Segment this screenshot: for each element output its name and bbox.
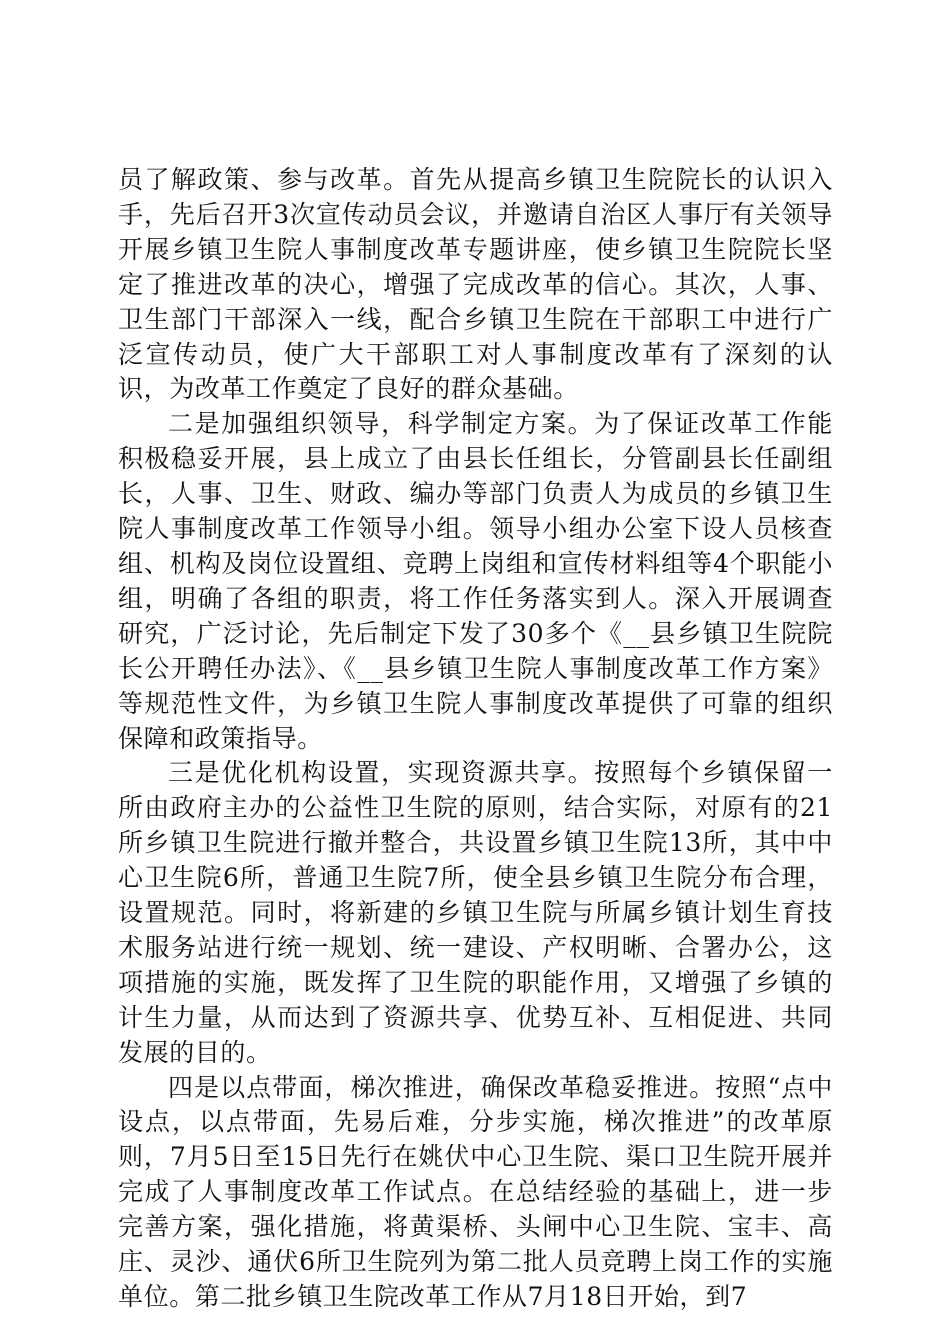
paragraph-organization-leadership: 二是加强组织领导，科学制定方案。为了保证改革工作能积极稳妥开展，县上成立了由县长任组长，分管副县长任副组长，人事、卫生、财政、编办等部门负责人为成员的乡镇卫生院人事制度改革工作领导小组。领导小组办公室下设人员核查组、机构及岗位设置组、竞聘上岗组和宣传材料组等4个职能小组，明确了各组的职责，将工作任务落实到人。深入开展调查研究，广泛讨论，先后制定下发了30多个《__县乡镇卫生院院长公开聘任办法》、《__县乡镇卫生院人事制度改革工作方案》等规范性文件，为乡镇卫生院人事制度改革提供了可靠的组织保障和政策指导。	[118, 409, 833, 753]
paragraph-institution-setup: 三是优化机构设置，实现资源共享。按照每个乡镇保留一所由政府主办的公益性卫生院的原则，结合实际，对原有的21所乡镇卫生院进行撤并整合，共设置乡镇卫生院13所，其中中心卫生院6所，普通卫生院7所，使全县乡镇卫生院分布合理，设置规范。同时，将新建的乡镇卫生院与所属乡镇计划生育技术服务站进行统一规划、统一建设、产权明晰、合署办公，这项措施的实施，既发挥了卫生院的职能作用，又增强了乡镇的计生力量，从而达到了资源共享、优势互补、互相促进、共同发展的目的。	[118, 758, 833, 1067]
paragraph-pilot-rollout: 四是以点带面，梯次推进，确保改革稳妥推进。按照“点中设点，以点带面，先易后难，分步实施，梯次推进”的改革原则，7月5日至15日先行在姚伏中心卫生院、渠口卫生院开展并完成了人事制度改革工作试点。在总结经验的基础上，进一步完善方案，强化措施，将黄渠桥、头闸中心卫生院、宝丰、高庄、灵沙、通伏6所卫生院列为第二批人员竞聘上岗工作的实施单位。第二批乡镇卫生院改革工作从7月18日开始，到7	[118, 1072, 833, 1311]
paragraph-continued: 员了解政策、参与改革。首先从提高乡镇卫生院院长的认识入手，先后召开3次宣传动员会议，并邀请自治区人事厅有关领导开展乡镇卫生院人事制度改革专题讲座，使乡镇卫生院院长坚定了推进改革的决心，增强了完成改革的信心。其次，人事、卫生部门干部深入一线，配合乡镇卫生院在干部职工中进行广泛宣传动员，使广大干部职工对人事制度改革有了深刻的认识，为改革工作奠定了良好的群众基础。	[118, 165, 833, 404]
document-body	[118, 163, 833, 1315]
